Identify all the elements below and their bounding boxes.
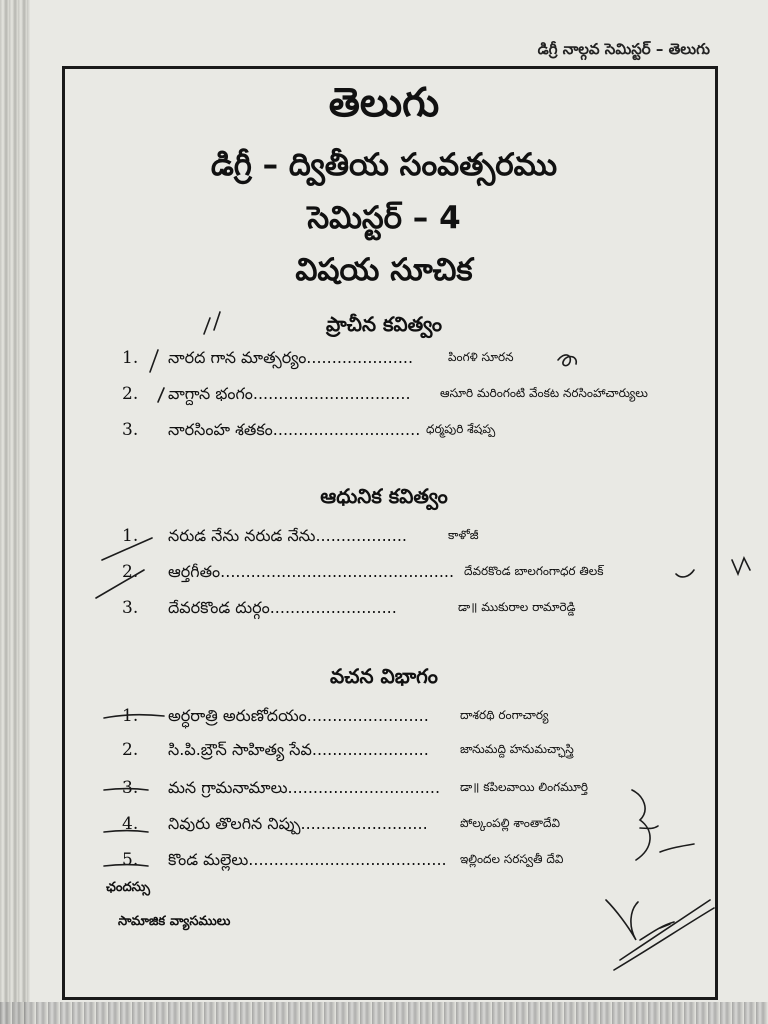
section-heading-modern-poetry: ఆధునిక కవిత్వం	[320, 484, 448, 508]
list-item	[118, 420, 718, 446]
entry-author: ధర్మపురి శేషప్ప	[426, 422, 496, 436]
footer-prosody: ఛందస్సు	[106, 880, 150, 895]
entry-title: నివురు తొలగిన నిప్పు.........................	[168, 814, 428, 833]
contents-title: విషయ సూచిక	[295, 252, 473, 288]
subject-title: తెలుగు	[328, 80, 440, 126]
semester-title: సెమిస్టర్ – 4	[307, 200, 461, 236]
section-heading-ancient-poetry: ప్రాచీన కవిత్వం	[326, 312, 442, 336]
list-item	[118, 598, 718, 624]
entry-title: ఆర్తగీతం..............................................	[168, 562, 455, 581]
entry-title: దేవరకొండ దుర్గం.........................	[168, 598, 397, 617]
entry-title: సి.పి.బ్రౌన్ సాహిత్య సేవ.......................	[168, 740, 429, 759]
list-item	[118, 850, 718, 876]
list-item	[118, 706, 718, 732]
entry-author: దేవరకొండ బాలగంగాధర తిలక్	[464, 564, 604, 578]
entry-author: డా॥ ముకురాల రామారెడ్డి	[458, 600, 576, 614]
list-item	[118, 348, 718, 374]
entry-author: ఇల్లిందల సరస్వతీ దేవి	[460, 852, 564, 866]
entry-author: జానుమద్ది హనుమచ్ఛాస్త్రి	[460, 742, 574, 756]
entry-author: దాశరథి రంగాచార్య	[460, 708, 549, 722]
entry-number: 1.	[122, 526, 139, 546]
entry-number: 3.	[122, 598, 139, 618]
entry-author: కాళోజీ	[448, 528, 479, 542]
footer-social-essays: సామాజిక వ్యాసములు	[118, 914, 231, 929]
list-item	[118, 562, 718, 588]
entry-title: మన గ్రామనామాలు..............................	[168, 778, 441, 797]
entry-title: నారద గాన మాత్సర్యం.....................	[168, 348, 414, 367]
list-item	[118, 526, 718, 552]
degree-year-title: డిగ్రీ – ద్వితీయ సంవత్సరము	[210, 147, 558, 183]
entry-author: ఆసూరి మరింగంటి వేంకట నరసింహాచార్యులు	[440, 386, 648, 400]
entry-number: 2.	[122, 384, 139, 404]
list-item	[118, 740, 718, 766]
entry-title: వాగ్దాన భంగం...............................	[168, 384, 411, 403]
entry-title: అర్ధరాత్రి అరుణోదయం........................	[168, 706, 429, 725]
entry-author: పోల్కంపల్లి శాంతాదేవి	[460, 816, 560, 830]
entry-title: కొండ మల్లెలు.......................................	[168, 850, 447, 869]
list-item	[118, 814, 718, 840]
entry-number: 1.	[122, 706, 139, 726]
entry-author: డా॥ కపిలవాయి లింగమూర్తి	[460, 780, 588, 794]
entry-number: 4.	[122, 814, 139, 834]
entry-number: 2.	[122, 740, 139, 760]
page-bottom-edge	[0, 1002, 768, 1024]
entry-number: 1.	[122, 348, 139, 368]
entry-number: 2.	[122, 562, 139, 582]
list-item	[118, 384, 718, 410]
section-heading-prose: వచన విభాగం	[330, 664, 438, 688]
entry-author: పింగళి సూరన	[448, 350, 514, 364]
entry-number: 3.	[122, 778, 139, 798]
entry-title: నారసింహ శతకం.............................	[168, 420, 421, 439]
running-header: డిగ్రీ నాల్గవ సెమిస్టర్ – తెలుగు	[537, 40, 710, 58]
entry-number: 5.	[122, 850, 139, 870]
entry-title: నరుడ నేను నరుడ నేను..................	[168, 526, 407, 545]
entry-number: 3.	[122, 420, 139, 440]
list-item	[118, 778, 718, 804]
